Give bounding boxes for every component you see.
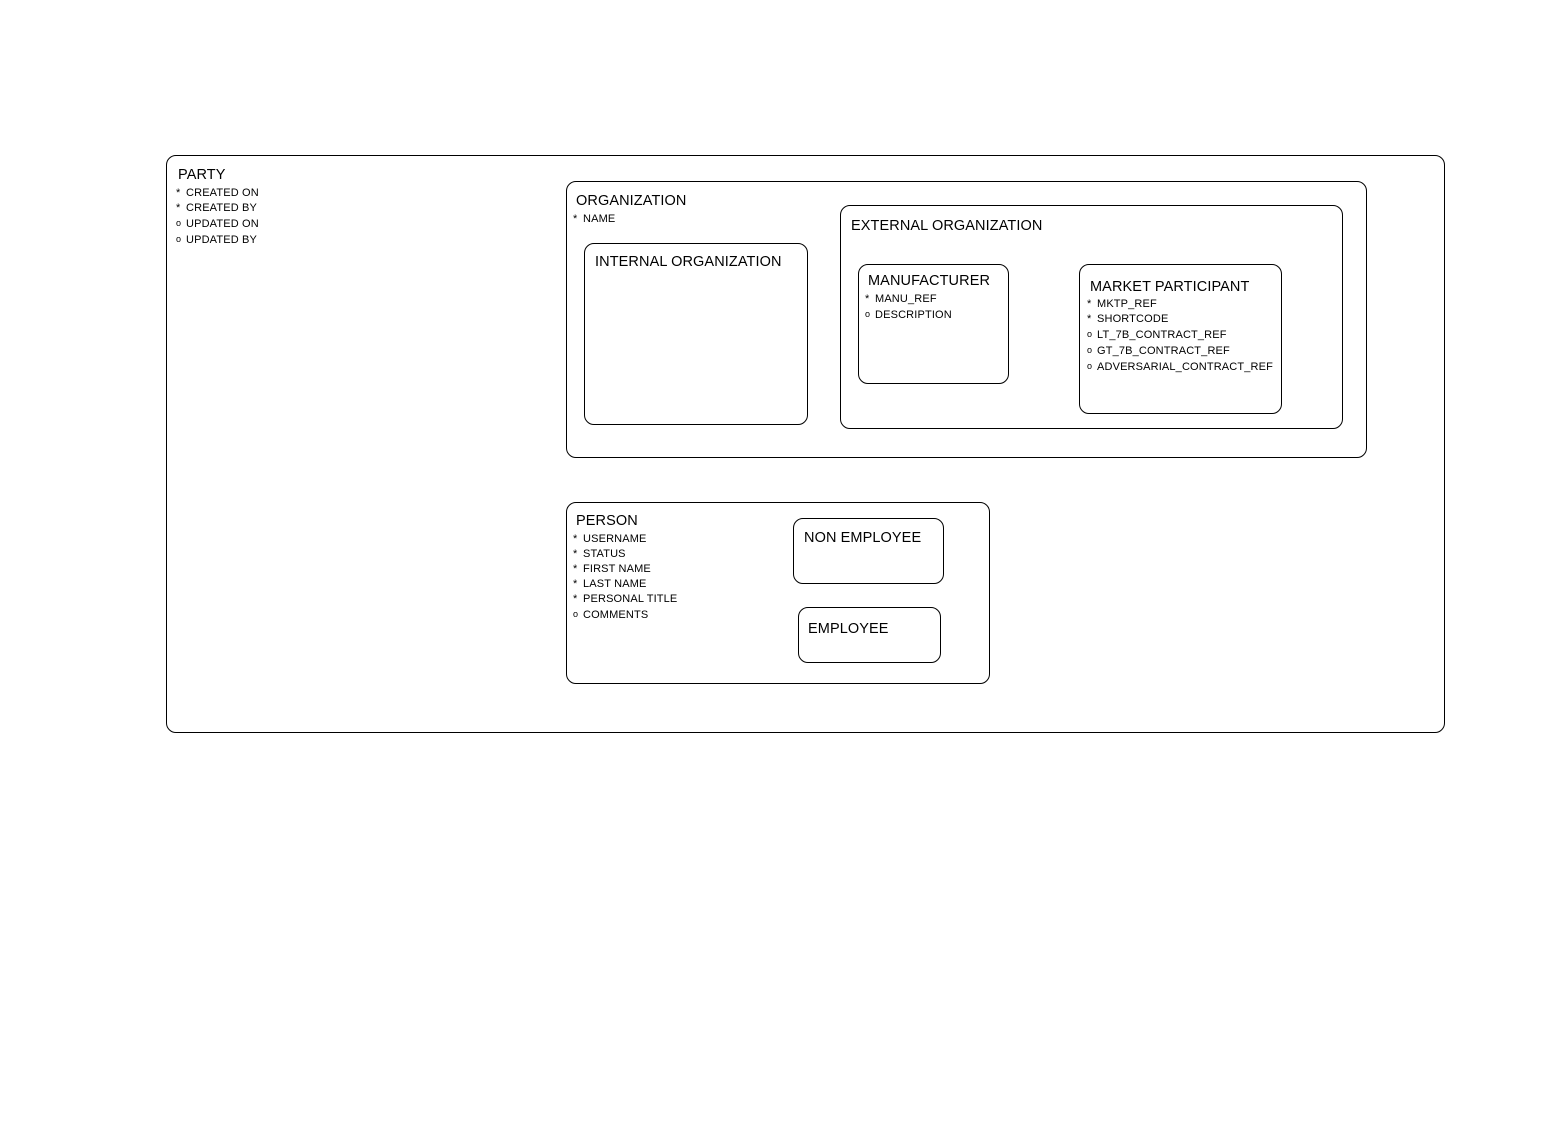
entity-attribute — [1087, 297, 1287, 312]
mandatory-marker: * — [573, 213, 578, 225]
entity-attribute — [573, 532, 677, 547]
entity-manufacturer-attributes — [865, 292, 952, 323]
attribute-name: MKTP_REF — [1097, 298, 1157, 310]
entity-market-participant-attributes — [1087, 297, 1287, 375]
entity-attribute — [865, 292, 952, 307]
entity-non-employee[interactable] — [793, 518, 944, 584]
mandatory-marker: * — [573, 593, 578, 605]
mandatory-marker: * — [1087, 313, 1092, 325]
attribute-name: STATUS — [583, 548, 626, 560]
attribute-name: ADVERSARIAL_CONTRACT_REF — [1097, 361, 1273, 373]
entity-manufacturer-title: MANUFACTURER — [868, 273, 991, 289]
entity-attribute — [573, 607, 677, 623]
mandatory-marker: * — [865, 293, 870, 305]
mandatory-marker: * — [176, 202, 181, 214]
mandatory-marker: * — [573, 578, 578, 590]
optional-marker: o — [865, 309, 871, 319]
entity-internal-organization[interactable] — [584, 243, 808, 425]
attribute-name: NAME — [583, 213, 616, 225]
entity-non-employee-title: NON EMPLOYEE — [804, 530, 922, 546]
attribute-name: SHORTCODE — [1097, 313, 1169, 325]
entity-attribute — [176, 216, 259, 232]
entity-person-title: PERSON — [576, 513, 638, 529]
entity-employee-title: EMPLOYEE — [808, 621, 889, 637]
entity-party-title: PARTY — [178, 167, 226, 183]
entity-attribute — [865, 307, 952, 323]
entity-attribute — [573, 562, 677, 577]
optional-marker: o — [1087, 345, 1093, 355]
optional-marker: o — [176, 218, 182, 228]
entity-attribute — [573, 592, 677, 607]
optional-marker: o — [573, 609, 579, 619]
entity-attribute — [176, 232, 259, 248]
mandatory-marker: * — [573, 533, 578, 545]
attribute-name: UPDATED BY — [186, 234, 257, 246]
entity-attribute — [573, 212, 615, 227]
mandatory-marker: * — [573, 548, 578, 560]
entity-attribute — [1087, 312, 1287, 327]
attribute-name: FIRST NAME — [583, 563, 651, 575]
mandatory-marker: * — [573, 563, 578, 575]
mandatory-marker: * — [176, 187, 181, 199]
attribute-name: GT_7B_CONTRACT_REF — [1097, 345, 1230, 357]
attribute-name: UPDATED ON — [186, 218, 259, 230]
entity-attribute — [573, 577, 677, 592]
entity-attribute — [1087, 343, 1287, 359]
optional-marker: o — [1087, 329, 1093, 339]
entity-attribute — [176, 186, 259, 201]
entity-market-participant-title: MARKET PARTICIPANT — [1090, 279, 1250, 295]
entity-attribute — [573, 547, 677, 562]
entity-external-organization-title: EXTERNAL ORGANIZATION — [851, 218, 1043, 234]
entity-attribute — [1087, 359, 1287, 375]
entity-party-attributes — [176, 186, 259, 248]
attribute-name: CREATED BY — [186, 202, 257, 214]
optional-marker: o — [1087, 361, 1093, 371]
attribute-name: LAST NAME — [583, 578, 647, 590]
entity-internal-organization-title: INTERNAL ORGANIZATION — [595, 254, 782, 270]
entity-person-attributes — [573, 532, 677, 623]
optional-marker: o — [176, 234, 182, 244]
attribute-name: LT_7B_CONTRACT_REF — [1097, 329, 1227, 341]
entity-organization-attributes — [573, 212, 615, 227]
attribute-name: COMMENTS — [583, 609, 649, 621]
attribute-name: DESCRIPTION — [875, 309, 952, 321]
attribute-name: PERSONAL TITLE — [583, 593, 678, 605]
mandatory-marker: * — [1087, 298, 1092, 310]
entity-attribute — [176, 201, 259, 216]
attribute-name: CREATED ON — [186, 187, 259, 199]
entity-attribute — [1087, 327, 1287, 343]
entity-organization-title: ORGANIZATION — [576, 193, 687, 209]
attribute-name: MANU_REF — [875, 293, 937, 305]
attribute-name: USERNAME — [583, 533, 647, 545]
